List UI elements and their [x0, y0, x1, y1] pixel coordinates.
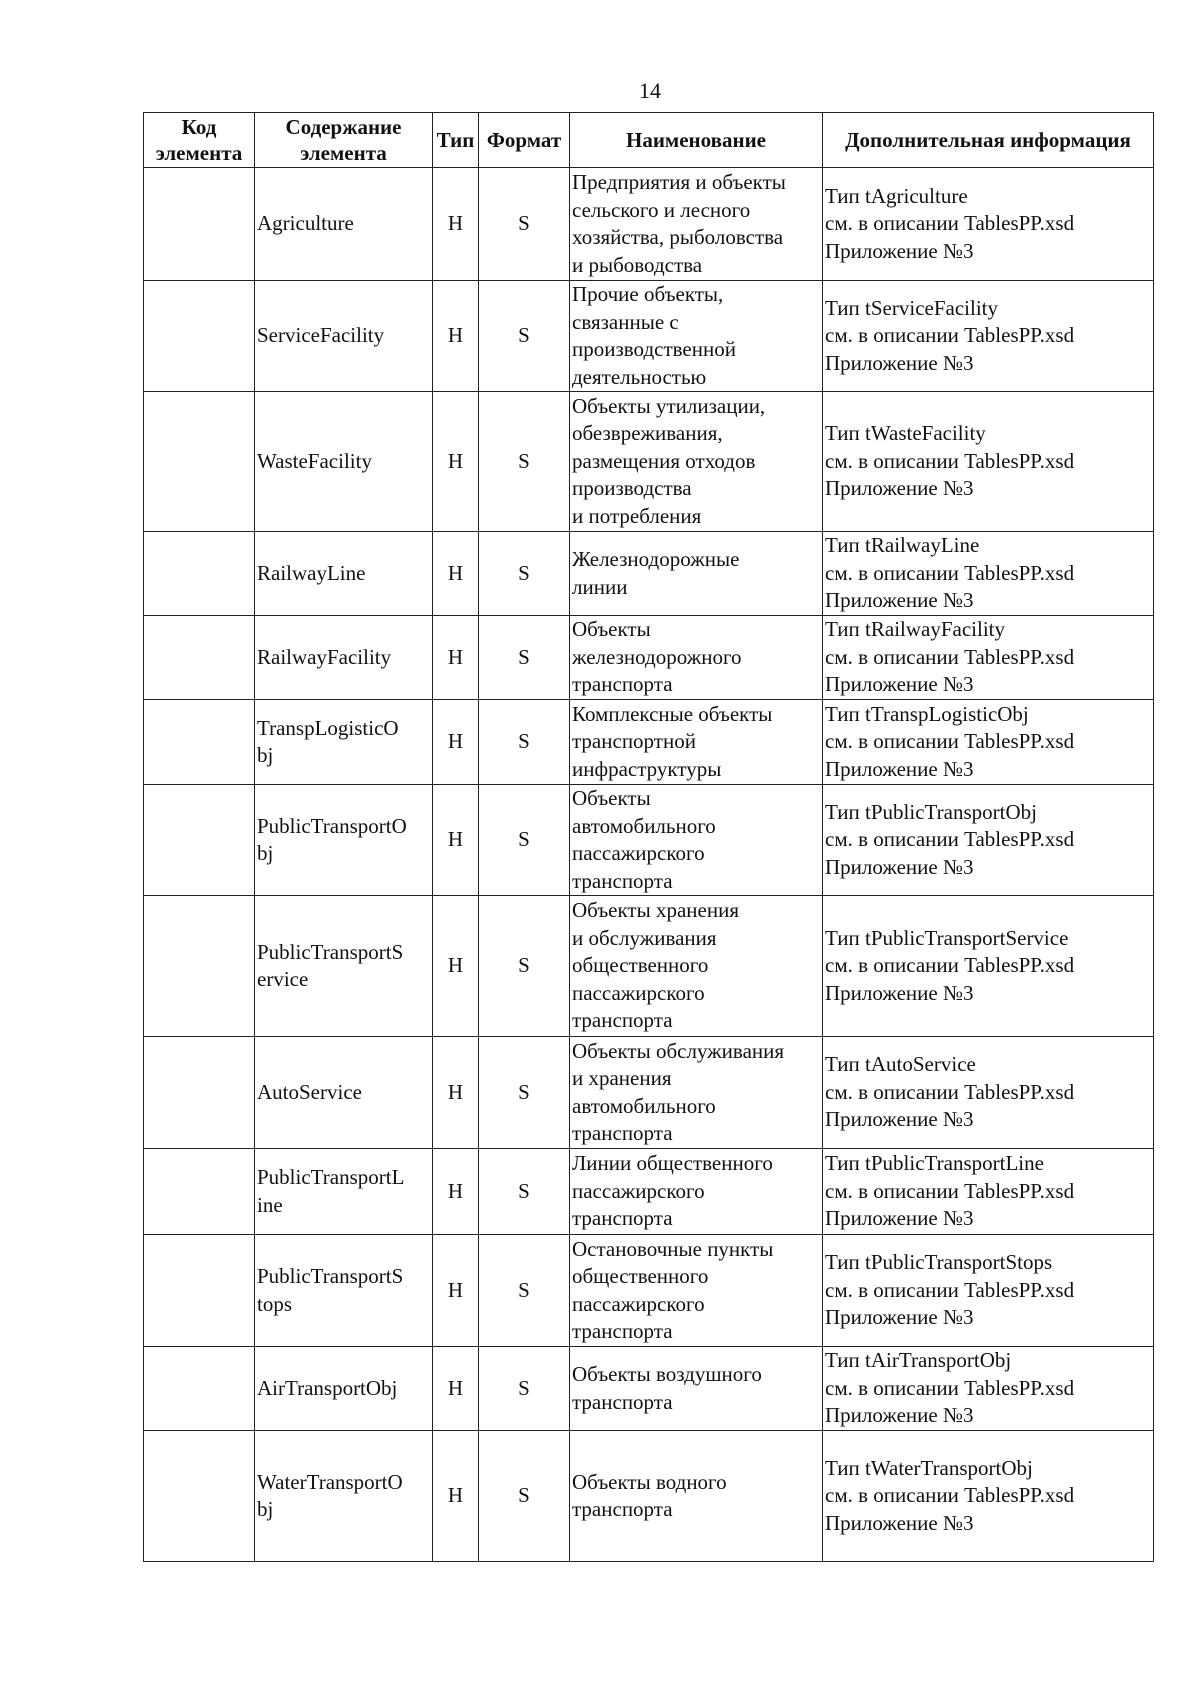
name-line: производства	[572, 476, 692, 501]
name-line: автомобильного	[572, 813, 716, 838]
info-line: см. в описании TablesPP.xsd	[825, 323, 1075, 348]
cell-name	[570, 532, 823, 616]
cell-code	[144, 281, 255, 392]
name-line: и потребления	[572, 503, 702, 528]
content-line: Agriculture	[257, 211, 354, 236]
cell-format: S	[479, 896, 570, 1037]
name-line: Линии общественного	[572, 1151, 773, 1176]
content-line: PublicTransportL	[257, 1165, 405, 1189]
table-row	[144, 616, 1154, 700]
cell-name	[570, 785, 823, 896]
cell-code	[144, 785, 255, 896]
content-line: bj	[257, 1497, 274, 1521]
info-line: Приложение №3	[825, 1107, 974, 1132]
info-line: см. в описании TablesPP.xsd	[825, 1375, 1075, 1400]
cell-content	[255, 616, 433, 700]
cell-format: S	[479, 168, 570, 281]
table-row	[144, 700, 1154, 785]
cell-type: Н	[433, 392, 479, 532]
table-body	[144, 168, 1154, 1562]
cell-type: Н	[433, 785, 479, 896]
cell-info	[823, 700, 1154, 785]
cell-info	[823, 1037, 1154, 1149]
cell-name	[570, 1149, 823, 1235]
header-code: Код элемента	[144, 113, 255, 168]
name-line: Предприятия и объекты	[572, 170, 786, 194]
table-row	[144, 785, 1154, 896]
cell-name	[570, 1347, 823, 1431]
table-row	[144, 168, 1154, 281]
name-line: Объекты утилизации,	[572, 393, 766, 418]
header-name: Наименование	[570, 113, 823, 168]
name-line: пассажирского	[572, 980, 705, 1005]
cell-type: Н	[433, 1431, 479, 1562]
content-line: ervice	[257, 967, 309, 991]
table-row	[144, 1149, 1154, 1235]
name-line: транспорта	[572, 672, 673, 697]
cell-format: S	[479, 1149, 570, 1235]
name-line: Объекты воздушного	[572, 1362, 762, 1386]
name-line: Объекты водного	[572, 1469, 727, 1494]
cell-info	[823, 1347, 1154, 1431]
info-line: см. в описании TablesPP.xsd	[825, 644, 1075, 669]
info-line: Приложение №3	[825, 672, 974, 697]
info-line: см. в описании TablesPP.xsd	[825, 211, 1075, 236]
cell-name	[570, 281, 823, 392]
name-line: линии	[572, 574, 628, 599]
content-line: bj	[257, 743, 274, 767]
cell-format: S	[479, 616, 570, 700]
name-line: транспорта	[572, 1121, 673, 1145]
cell-content	[255, 785, 433, 896]
cell-info	[823, 532, 1154, 616]
name-line: связанные с	[572, 309, 679, 334]
content-line: ine	[257, 1192, 283, 1217]
info-line: см. в описании TablesPP.xsd	[825, 729, 1075, 754]
info-line: Тип tPublicTransportService	[825, 925, 1069, 950]
header-format: Формат	[479, 113, 570, 168]
name-line: обезвреживания,	[572, 421, 723, 446]
content-line: PublicTransportS	[257, 939, 404, 964]
info-line: Тип tAgriculture	[825, 183, 968, 208]
cell-code	[144, 1431, 255, 1562]
cell-info	[823, 168, 1154, 281]
cell-code	[144, 1235, 255, 1347]
cell-content	[255, 1235, 433, 1347]
cell-name	[570, 1037, 823, 1149]
info-line: Тип tPublicTransportObj	[825, 799, 1037, 824]
cell-type: Н	[433, 1037, 479, 1149]
table-header-row	[144, 113, 1154, 168]
cell-code	[144, 700, 255, 785]
cell-info	[823, 1431, 1154, 1562]
cell-info	[823, 392, 1154, 532]
cell-format: S	[479, 532, 570, 616]
info-line: Приложение №3	[825, 476, 974, 501]
cell-format: S	[479, 1431, 570, 1562]
cell-content	[255, 1431, 433, 1562]
cell-code	[144, 1037, 255, 1149]
cell-content	[255, 896, 433, 1037]
cell-info	[823, 1149, 1154, 1235]
cell-format: S	[479, 392, 570, 532]
name-line: Объекты	[572, 786, 651, 810]
cell-type: Н	[433, 896, 479, 1037]
cell-code	[144, 168, 255, 281]
cell-content	[255, 1037, 433, 1149]
info-line: Тип tPublicTransportStops	[825, 1250, 1053, 1275]
name-line: транспорта	[572, 1206, 673, 1231]
table-row	[144, 392, 1154, 532]
info-line: см. в описании TablesPP.xsd	[825, 953, 1075, 978]
name-line: пассажирского	[572, 841, 705, 865]
table-row	[144, 532, 1154, 616]
info-line: Тип tRailwayFacility	[825, 617, 1006, 642]
info-line: Приложение №3	[825, 1206, 974, 1231]
name-line: и хранения	[572, 1066, 672, 1090]
name-line: Объекты	[572, 617, 651, 642]
name-line: транспорта	[572, 1319, 673, 1343]
name-line: Комплексные объекты	[572, 701, 773, 726]
cell-content	[255, 700, 433, 785]
name-line: Объекты обслуживания	[572, 1038, 785, 1063]
info-line: Приложение №3	[825, 854, 974, 879]
name-line: транспортной	[572, 729, 696, 754]
cell-content	[255, 1149, 433, 1235]
cell-type: Н	[433, 168, 479, 281]
name-line: Прочие объекты,	[572, 282, 724, 306]
cell-info	[823, 616, 1154, 700]
content-line: RailwayLine	[257, 560, 366, 585]
info-line: Приложение №3	[825, 238, 974, 263]
name-line: Объекты хранения	[572, 898, 739, 923]
cell-content	[255, 392, 433, 532]
cell-format: S	[479, 785, 570, 896]
name-line: автомобильного	[572, 1093, 716, 1118]
info-line: Приложение №3	[825, 350, 974, 375]
cell-name	[570, 168, 823, 281]
info-line: Приложение №3	[825, 1305, 974, 1330]
info-line: Приложение №3	[825, 1510, 974, 1535]
cell-format: S	[479, 700, 570, 785]
info-line: Приложение №3	[825, 756, 974, 781]
cell-code	[144, 392, 255, 532]
info-line: Тип tPublicTransportLine	[825, 1151, 1044, 1176]
table-row	[144, 896, 1154, 1037]
cell-type: Н	[433, 532, 479, 616]
cell-type: Н	[433, 1149, 479, 1235]
name-line: хозяйства, рыболовства	[572, 225, 784, 249]
info-line: Тип tWaterTransportObj	[825, 1455, 1033, 1480]
cell-format: S	[479, 1037, 570, 1149]
cell-format: S	[479, 1347, 570, 1431]
name-line: Железнодорожные	[572, 547, 740, 571]
cell-code	[144, 896, 255, 1037]
header-type: Тип	[433, 113, 479, 168]
cell-name	[570, 1431, 823, 1562]
content-line: TranspLogisticO	[257, 715, 399, 740]
table-row	[144, 1037, 1154, 1149]
cell-name	[570, 616, 823, 700]
info-line: Тип tWasteFacility	[825, 421, 986, 446]
cell-name	[570, 1235, 823, 1347]
info-line: см. в описании TablesPP.xsd	[825, 1178, 1075, 1203]
name-line: и рыбоводства	[572, 252, 703, 277]
content-line: WaterTransportO	[257, 1469, 403, 1494]
info-line: Приложение №3	[825, 1403, 974, 1428]
table-row	[144, 281, 1154, 392]
cell-code	[144, 1347, 255, 1431]
content-line: RailwayFacility	[257, 644, 392, 669]
cell-code	[144, 1149, 255, 1235]
cell-content	[255, 281, 433, 392]
content-line: PublicTransportS	[257, 1264, 404, 1288]
name-line: транспорта	[572, 1389, 673, 1414]
table-row	[144, 1431, 1154, 1562]
header-info: Дополнительная информация	[823, 113, 1154, 168]
content-line: PublicTransportO	[257, 813, 407, 838]
cell-content	[255, 1347, 433, 1431]
info-line: см. в описании TablesPP.xsd	[825, 1079, 1075, 1104]
name-line: размещения отходов	[572, 448, 756, 473]
info-line: Тип tRailwayLine	[825, 533, 980, 558]
content-line: bj	[257, 841, 274, 865]
info-line: см. в описании TablesPP.xsd	[825, 1483, 1075, 1508]
content-line: tops	[257, 1291, 293, 1316]
cell-format: S	[479, 1235, 570, 1347]
info-line: см. в описании TablesPP.xsd	[825, 560, 1075, 585]
cell-info	[823, 785, 1154, 896]
name-line: пассажирского	[572, 1178, 705, 1203]
cell-type: Н	[433, 281, 479, 392]
name-line: транспорта	[572, 1497, 673, 1521]
name-line: деятельностью	[572, 364, 707, 389]
info-line: Тип tServiceFacility	[825, 295, 998, 320]
cell-name	[570, 896, 823, 1037]
cell-type: Н	[433, 1235, 479, 1347]
name-line: общественного	[572, 1264, 709, 1288]
name-line: пассажирского	[572, 1291, 705, 1316]
cell-format: S	[479, 281, 570, 392]
page-number: 14	[639, 78, 661, 103]
content-line: ServiceFacility	[257, 323, 385, 348]
info-line: см. в описании TablesPP.xsd	[825, 448, 1075, 473]
cell-code	[144, 532, 255, 616]
cell-content	[255, 168, 433, 281]
cell-info	[823, 896, 1154, 1037]
name-line: общественного	[572, 953, 709, 978]
cell-type: Н	[433, 616, 479, 700]
name-line: транспорта	[572, 1008, 673, 1033]
name-line: и обслуживания	[572, 925, 717, 950]
table-row	[144, 1235, 1154, 1347]
name-line: транспорта	[572, 868, 673, 893]
content-line: AutoService	[257, 1079, 362, 1104]
info-line: см. в описании TablesPP.xsd	[825, 827, 1075, 852]
cell-info	[823, 1235, 1154, 1347]
info-line: Приложение №3	[825, 980, 974, 1005]
info-line: Приложение №3	[825, 588, 974, 613]
info-line: Тип tTranspLogisticObj	[825, 701, 1029, 726]
name-line: производственной	[572, 337, 736, 361]
cell-type: Н	[433, 700, 479, 785]
info-line: Тип tAutoService	[825, 1052, 976, 1077]
cell-content	[255, 532, 433, 616]
cell-name	[570, 392, 823, 532]
cell-code	[144, 616, 255, 700]
name-line: сельского и лесного	[572, 197, 751, 222]
info-line: Тип tAirTransportObj	[825, 1348, 1012, 1373]
name-line: железнодорожного	[572, 644, 742, 669]
header-content: Содержание элемента	[255, 113, 433, 168]
cell-name	[570, 700, 823, 785]
cell-type: Н	[433, 1347, 479, 1431]
info-line: см. в описании TablesPP.xsd	[825, 1277, 1075, 1302]
element-spec-table	[143, 112, 1154, 1562]
content-line: WasteFacility	[257, 448, 372, 473]
cell-info	[823, 281, 1154, 392]
name-line: Остановочные пункты	[572, 1236, 774, 1261]
table-row	[144, 1347, 1154, 1431]
name-line: инфраструктуры	[572, 756, 722, 781]
content-line: AirTransportObj	[257, 1375, 398, 1400]
